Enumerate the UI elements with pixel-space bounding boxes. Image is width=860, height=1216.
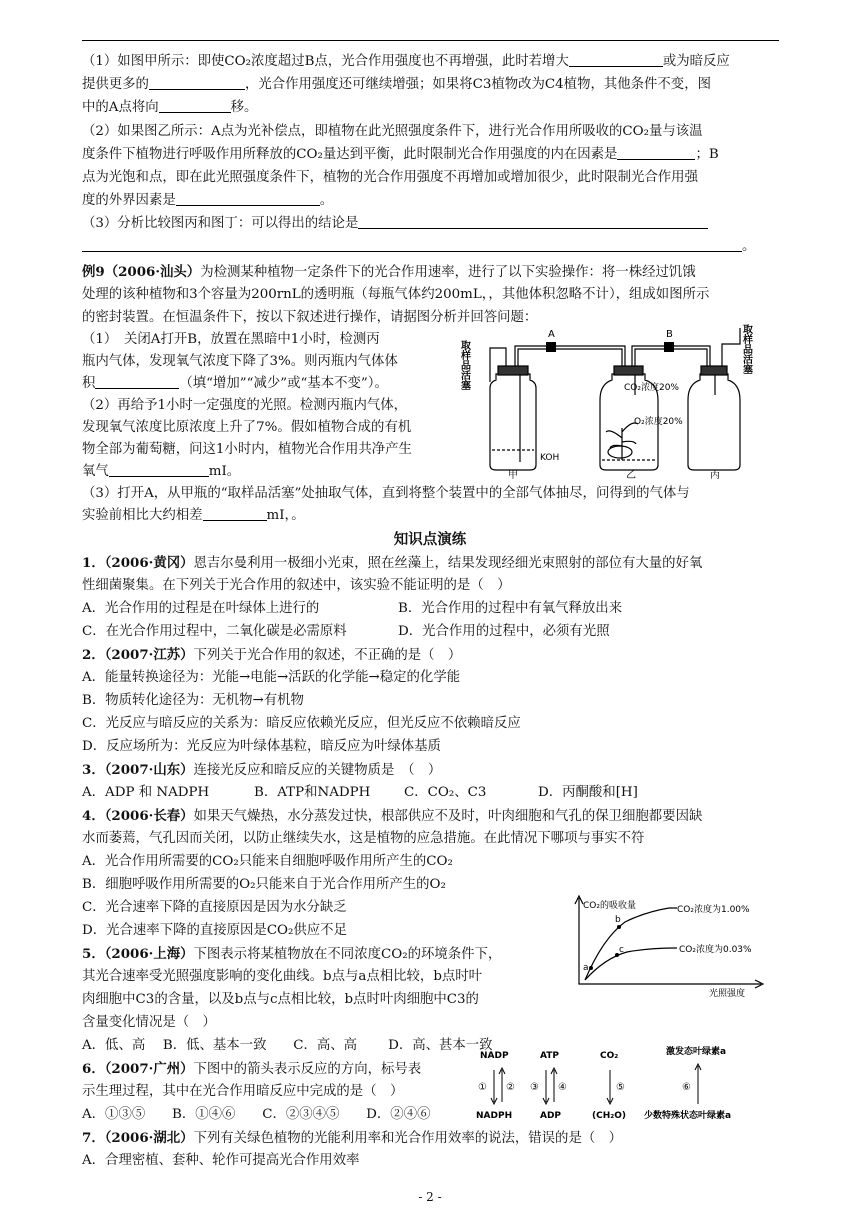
text-line: 点为光饱和点，即在此光照强度条件下，植物的光合作用强度不再增加或增加很少，此时限制光合作用强 [82,170,698,185]
text-line: 含量变化情况是（ ） [82,1015,216,1030]
answer-blank[interactable] [109,462,209,477]
question-6: 6．（2007·广州）下图中的箭头表示反应的方向，标号表 [82,1061,422,1077]
answer-blank[interactable] [149,75,245,90]
point-b-label: b [615,915,621,925]
point-a-label: a [583,963,589,973]
option-line: A．①③⑤ B．①④⑥ C．②③④⑤ D．②④⑥ [82,1107,431,1122]
answer-blank[interactable] [203,506,267,521]
special-chlorophyll-label: 少数特殊状态叶绿素a [644,1111,732,1121]
answer-blank[interactable] [358,214,708,229]
co2-graph [565,888,775,1000]
option-line: A．光合作用所需要的CO₂只能来自细胞呼吸作用所产生的CO₂ [82,854,453,869]
graph-xlabel: 光照强度 [709,989,746,999]
text-line: （3）打开A，从甲瓶的“取样品活塞”处抽取气体，直到将整个装置中的全部气体抽尽，问得到的气体与 [82,486,690,501]
question-4: 4．（2006·长春）如果天气燥热，水分蒸发过快，根部供应不及时，叶肉细胞和气孔的保卫细胞都要因缺 [82,808,703,824]
text-line: （1）如图甲所示：即使CO₂浓度超过B点，光合作用强度也不再增强，此时若增大 或为暗反应 [82,54,730,69]
ch2o-label: (CH₂O) [592,1111,626,1121]
nadph-label: NADPH [476,1111,513,1121]
process-2: ② [506,1082,515,1093]
text-line: 度的外界因素是 。 [82,193,334,208]
text-line: 发现氧气浓度比原浓度上升了7%。假如植物合成的有机 [82,420,412,435]
o2-label: O₂浓度20% [634,417,683,427]
text-line: 的密封装置。在恒温条件下，按以下叙述进行操作，请据图分析并回答问题： [82,310,538,325]
text-line: 物全部为葡萄糖，问这1小时内，植物光合作用共净产生 [82,442,412,457]
option-line: B．细胞呼吸作用所需要的O₂只能来自于光合作用所产生的O₂ [82,877,446,892]
co2-label: CO₂浓度20% [624,383,679,393]
adp-label: ADP [540,1111,562,1121]
example-9-line: 例9（2006·汕头）为检测某种植物一定条件下的光合作用速率，进行了以下实验操作：将一株经过饥饿 [82,264,696,280]
answer-blank[interactable] [82,237,742,252]
process-4: ④ [558,1082,567,1093]
text-line: 积 （填“增加”“减少”或“基本不变”）。 [82,376,388,391]
text-line: 提供更多的 ，光合作用强度还可继续增强；如果将C3植物改为C4植物，其他条件不变，图 [82,77,711,92]
graph-ylabel: CO₂的吸收量 [583,901,636,911]
page-number: - 2 - [418,1190,442,1204]
option-line: A．低、高 B．低、基本一致 C．高、高 D．高、甚本一致 [82,1038,493,1053]
section-title: 知识点演练 [393,531,467,548]
plug-right-label: 取样品活塞 [740,324,752,374]
process-6: ⑥ [682,1082,691,1093]
answer-blank[interactable] [617,145,695,160]
jar-3-label: 丙 [710,470,720,481]
reaction-scheme [476,1042,776,1124]
atp-label: ATP [540,1051,560,1061]
nadp-label: NADP [480,1051,509,1061]
process-5: ⑤ [616,1082,625,1093]
text-line: 肉细胞中C3的含量，以及b点与c点相比较，b点时叶肉细胞中C3的 [82,992,479,1007]
option-line: C．光合速率下降的直接原因是因为水分缺乏 [82,900,347,915]
question-2: 2．（2007·江苏）下列关于光合作用的叙述，不正确的是（ ） [82,647,462,663]
option-line: A．光合作用的过程是在叶绿体上进行的 B．光合作用的过程中有氧气释放出来 [82,601,623,616]
option-line: B．物质转化途径为：无机物→有机物 [82,693,304,708]
question-1: 1．（2006·黄冈）恩吉尔曼利用一极细小光束，照在丝藻上，结果发现经细光束照射的部位有大量的好氧 [82,555,703,571]
koh-label: KOH [540,453,560,463]
text-line: （1） 关闭A打开B，放置在黑暗中1小时，检测丙 [82,332,380,347]
text-line: 示生理过程，其中在光合作用暗反应中完成的是（ ） [82,1084,404,1099]
option-line: D．反应场所为：光反应为叶绿体基粒，暗反应为叶绿体基质 [82,739,441,754]
question-7: 7．（2006·湖北）下列有关绿色植物的光能利用率和光合作用效率的说法，错误的是（ ） [82,1130,623,1146]
curve-2-label: CO₂浓度为0.03% [679,945,752,955]
answer-blank[interactable] [176,191,320,206]
option-line: A．合理密植、套种、轮作可提高光合作用效率 [82,1153,360,1168]
process-3: ③ [530,1082,539,1093]
text-line: （3）分析比较图丙和图丁：可以得出的结论是 [82,214,708,234]
plug-left-label: 取样品活塞 [458,340,470,390]
text-line: 。 [82,237,755,257]
jar-2-label: 乙 [626,470,636,481]
text-line: 瓶内气体，发现氧气浓度下降了3%。则丙瓶内气体体 [82,354,398,369]
excited-chlorophyll-label: 激发态叶绿素a [666,1047,727,1057]
answer-blank[interactable] [159,98,231,113]
text-line: 性细菌聚集。在下列关于光合作用的叙述中，该实验不能证明的是（ ） [82,578,511,593]
option-line: C．在光合作用过程中，二氧化碳是必需原料 D．光合作用的过程中，必须有光照 [82,624,610,639]
answer-blank[interactable] [95,374,179,389]
text-line: 其光合速率受光照强度影响的变化曲线。b点与a点相比较，b点时叶 [82,969,483,984]
text-line: 中的A点将向 移。 [82,100,258,115]
question-5: 5．（2006·上海）下图表示将某植物放在不同浓度CO₂的环境条件下， [82,946,502,962]
option-line: A．能量转换途径为：光能→电能→活跃的化学能→稳定的化学能 [82,670,461,685]
option-line: A．ADP 和 NADPH B．ATP和NADPH C．CO₂、C3 D．丙酮酸和[H] [82,785,638,800]
co2-scheme-label: CO₂ [600,1051,619,1061]
text-line: 实验前相比大约相差 mI，。 [82,508,305,523]
process-1: ① [478,1082,487,1093]
option-line: D．光合速率下降的直接原因是CO₂供应不足 [82,923,347,938]
text-line: 水而萎蔫，气孔因而关闭，以防止继续失水，这是植物的应急措施。在此情况下哪项与事实不符 [82,831,645,846]
apparatus-figure [460,320,760,480]
jar-1-label: 甲 [508,470,518,481]
curve-1-label: CO₂浓度为1.00% [677,905,750,915]
text-line: 氧气 mI。 [82,464,241,479]
point-c-label: c [619,945,624,955]
valve-b-label: B [666,329,673,340]
text-line: 度条件下植物进行呼吸作用所释放的CO₂量达到平衡，此时限制光合作用强度的内在因素是 ；B [82,147,719,162]
question-3: 3．（2007·山东）连接光反应和暗反应的关键物质是 （ ） [82,762,442,778]
answer-blank[interactable] [569,52,663,67]
option-line: C．光反应与暗反应的关系为：暗反应依赖光反应，但光反应不依赖暗反应 [82,716,521,731]
text-line: （2）再给予1小时一定强度的光照。检测丙瓶内气体， [82,398,408,413]
text-line: 处理的该种植物和3个容量为200rnL的透明瓶（每瓶气体约200mL，，其他体积忽略不计），组成如图所示 [82,287,710,302]
header-rule [82,40,779,41]
text-line: （2）如果图乙所示：A点为光补偿点，即植物在此光照强度条件下，进行光合作用所吸收的CO₂量与该温 [82,124,703,139]
valve-a-label: A [548,329,555,340]
